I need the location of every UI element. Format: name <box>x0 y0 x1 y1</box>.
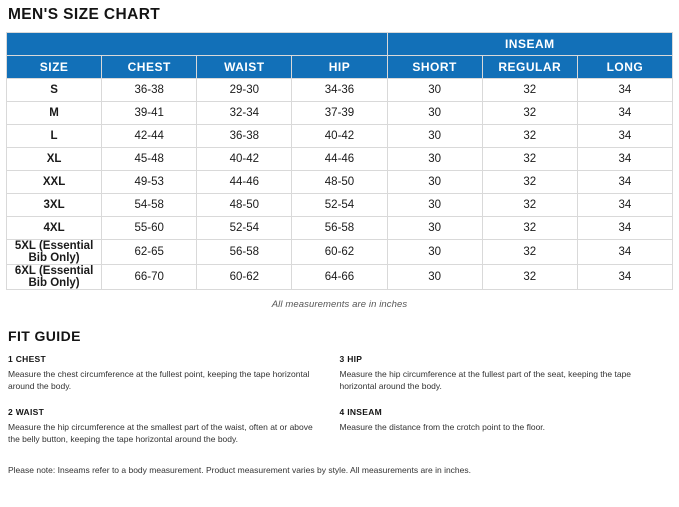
fit-guide-text: Measure the distance from the crotch point to the floor. <box>339 421 546 432</box>
cell-short: 30 <box>387 217 482 240</box>
fit-guide-grid <box>6 354 673 459</box>
cell-regular: 32 <box>482 148 577 171</box>
cell-regular: 32 <box>482 125 577 148</box>
cell-size: XXL <box>7 171 102 194</box>
table-header-row <box>7 56 673 79</box>
cell-long: 34 <box>577 125 672 148</box>
cell-hip: 37-39 <box>292 102 387 125</box>
cell-long: 34 <box>577 79 672 102</box>
table-row <box>7 194 673 217</box>
cell-regular: 32 <box>482 217 577 240</box>
fit-guide-heading: FIT GUIDE <box>8 328 81 344</box>
cell-long: 34 <box>577 240 672 265</box>
fit-guide-label: INSEAM <box>347 406 383 417</box>
cell-hip: 44-46 <box>292 148 387 171</box>
group-header-blank <box>7 33 388 56</box>
cell-size: S <box>7 79 102 102</box>
cell-regular: 32 <box>482 194 577 217</box>
cell-waist: 52-54 <box>197 217 292 240</box>
table-row <box>7 171 673 194</box>
table-row <box>7 240 673 265</box>
fit-guide-text: Measure the hip circumference at the smallest part of the waist, often at or above the belly button, keeping the tape horizontal around the body. <box>8 421 313 444</box>
cell-long: 34 <box>577 265 672 290</box>
cell-hip: 52-54 <box>292 194 387 217</box>
cell-waist: 48-50 <box>197 194 292 217</box>
cell-waist: 40-42 <box>197 148 292 171</box>
size-chart-table <box>6 32 673 290</box>
fit-guide-column-right <box>340 354 672 459</box>
cell-size: 6XL (Essential Bib Only) <box>7 265 102 290</box>
cell-regular: 32 <box>482 171 577 194</box>
cell-hip: 48-50 <box>292 171 387 194</box>
cell-chest: 36-38 <box>102 79 197 102</box>
cell-chest: 54-58 <box>102 194 197 217</box>
cell-waist: 36-38 <box>197 125 292 148</box>
cell-chest: 39-41 <box>102 102 197 125</box>
cell-short: 30 <box>387 102 482 125</box>
cell-short: 30 <box>387 240 482 265</box>
cell-size: 4XL <box>7 217 102 240</box>
cell-short: 30 <box>387 194 482 217</box>
table-group-header-row <box>7 33 673 56</box>
cell-chest: 45-48 <box>102 148 197 171</box>
fit-guide-number: 1 <box>8 354 14 364</box>
cell-short: 30 <box>387 125 482 148</box>
column-header-long: LONG <box>577 56 672 79</box>
cell-long: 34 <box>577 217 672 240</box>
fit-guide-column-left <box>8 354 340 459</box>
cell-short: 30 <box>387 171 482 194</box>
fit-guide-item-hip <box>340 354 654 393</box>
cell-long: 34 <box>577 102 672 125</box>
group-header-inseam: INSEAM <box>387 33 672 56</box>
cell-hip: 64-66 <box>292 265 387 290</box>
fit-guide-item-inseam <box>340 407 654 433</box>
table-row <box>7 125 673 148</box>
fit-guide-text: Measure the hip circumference at the fullest part of the seat, keeping the tape horizontal around the body. <box>339 369 632 392</box>
fit-guide-label: HIP <box>347 354 363 364</box>
cell-long: 34 <box>577 194 672 217</box>
cell-chest: 42-44 <box>102 125 197 148</box>
fit-guide-number: 3 <box>339 354 345 364</box>
cell-chest: 62-65 <box>102 240 197 265</box>
table-row <box>7 79 673 102</box>
cell-hip: 60-62 <box>292 240 387 265</box>
table-row <box>7 217 673 240</box>
table-row <box>7 265 673 290</box>
cell-waist: 60-62 <box>197 265 292 290</box>
column-header-chest: CHEST <box>102 56 197 79</box>
cell-regular: 32 <box>482 265 577 290</box>
cell-size: 5XL (Essential Bib Only) <box>7 240 102 265</box>
measurements-note: All measurements are in inches <box>271 299 408 310</box>
cell-chest: 49-53 <box>102 171 197 194</box>
cell-short: 30 <box>387 148 482 171</box>
cell-size: M <box>7 102 102 125</box>
table-head <box>7 33 673 79</box>
cell-waist: 29-30 <box>197 79 292 102</box>
fit-guide-number: 4 <box>339 406 345 417</box>
cell-size: 3XL <box>7 194 102 217</box>
column-header-regular: REGULAR <box>482 56 577 79</box>
cell-waist: 32-34 <box>197 102 292 125</box>
cell-regular: 32 <box>482 79 577 102</box>
cell-long: 34 <box>577 171 672 194</box>
cell-size: XL <box>7 148 102 171</box>
cell-chest: 66-70 <box>102 265 197 290</box>
fit-guide-item-chest <box>8 354 322 393</box>
cell-hip: 40-42 <box>292 125 387 148</box>
table-row <box>7 148 673 171</box>
table-body <box>7 79 673 290</box>
column-header-size: SIZE <box>7 56 102 79</box>
cell-regular: 32 <box>482 102 577 125</box>
fit-guide-text: Measure the chest circumference at the fullest point, keeping the tape horizontal around the body. <box>8 369 310 392</box>
table-row <box>7 102 673 125</box>
cell-waist: 56-58 <box>197 240 292 265</box>
page-title: MEN'S SIZE CHART <box>8 6 161 23</box>
fit-guide-label: CHEST <box>15 354 47 364</box>
cell-short: 30 <box>387 265 482 290</box>
cell-waist: 44-46 <box>197 171 292 194</box>
fit-guide-item-waist <box>8 407 322 446</box>
fit-guide-number: 2 <box>8 406 14 417</box>
column-header-hip: HIP <box>292 56 387 79</box>
fit-guide-label: WAIST <box>15 406 45 417</box>
cell-size: L <box>7 125 102 148</box>
cell-hip: 34-36 <box>292 79 387 102</box>
cell-regular: 32 <box>482 240 577 265</box>
footer-note: Please note: Inseams refer to a body measurement. Product measurement varies by style. All measurements are in inches. <box>8 465 471 476</box>
cell-long: 34 <box>577 148 672 171</box>
cell-short: 30 <box>387 79 482 102</box>
cell-hip: 56-58 <box>292 217 387 240</box>
column-header-short: SHORT <box>387 56 482 79</box>
column-header-waist: WAIST <box>197 56 292 79</box>
cell-chest: 55-60 <box>102 217 197 240</box>
